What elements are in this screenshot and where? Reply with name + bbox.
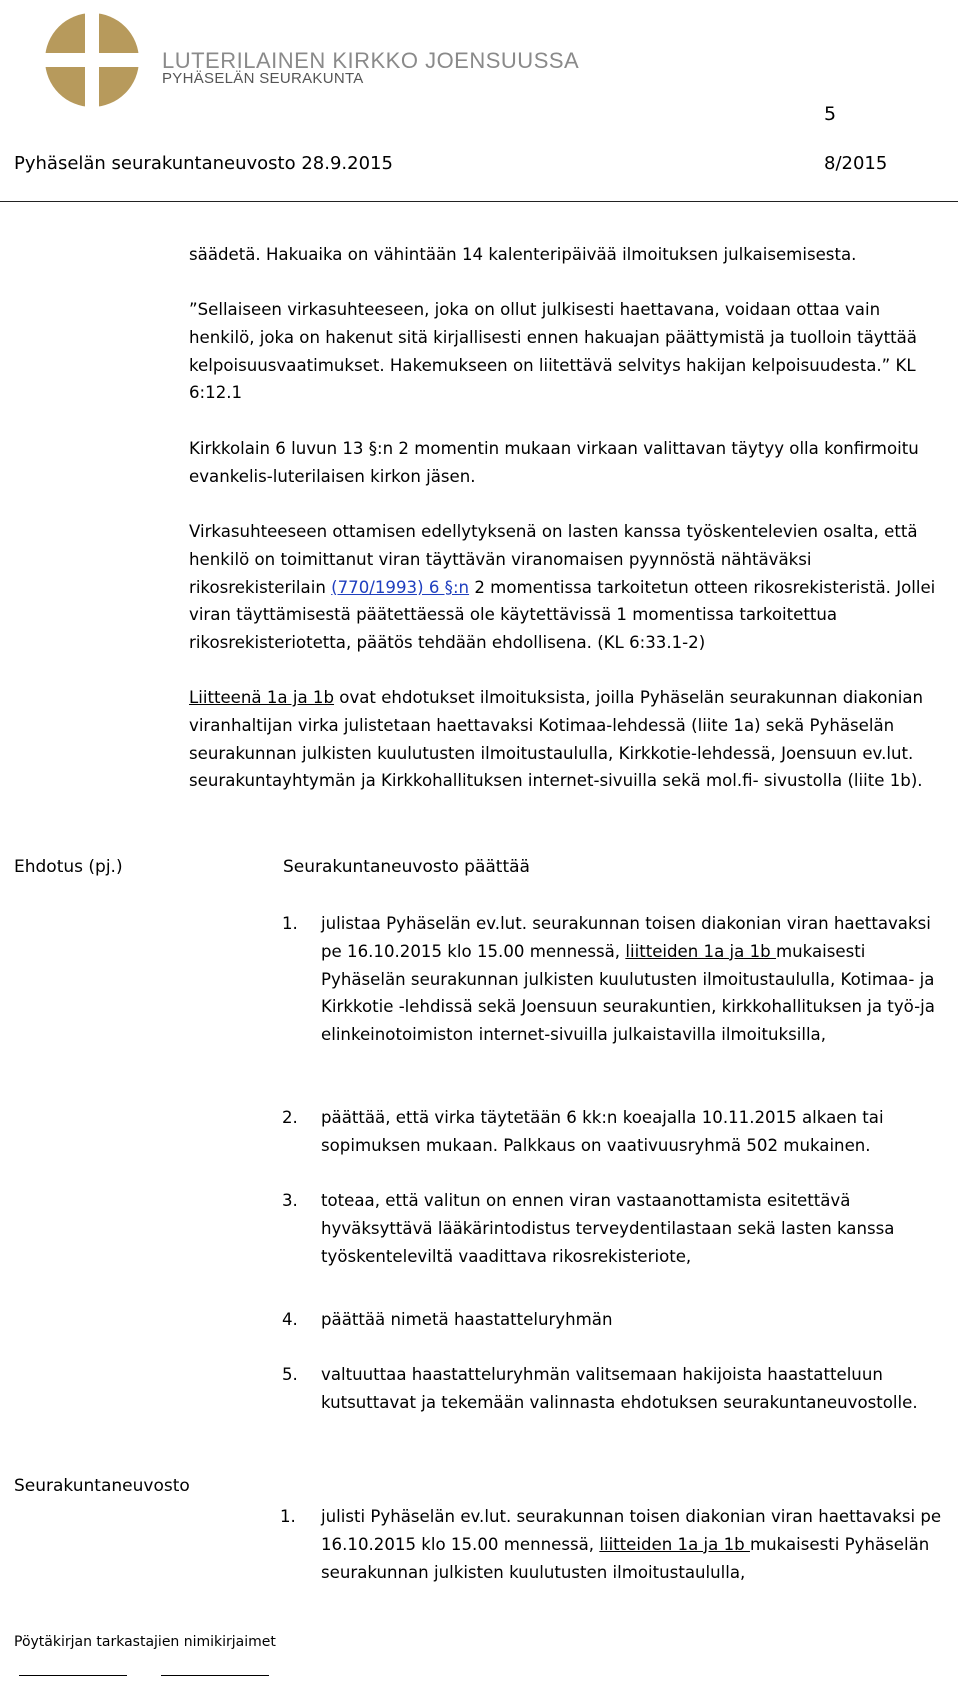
paragraph-1-text: säädetä. Hakuaika on vähintään 14 kalenteripäivää ilmoituksen julkaisemisesta. <box>189 245 857 264</box>
org-name: LUTERILAINEN KIRKKO JOENSUUSSA <box>162 48 580 73</box>
page-number: 5 <box>824 103 837 125</box>
paragraph-3-text: Kirkkolain 6 luvun 13 §:n 2 momentin mukaan virkaan valittavan täytyy olla konfirmoitu evankelis-luterilaisen kirkon jäsen. <box>189 439 919 486</box>
meeting-title: Pyhäselän seurakuntaneuvosto 28.9.2015 <box>14 153 393 174</box>
paragraph-4-text-b: 2 momentissa tarkoitetun otteen rikosrekisteristä. Jollei viran täyttämisestä päätettäessä ole käytettävissä 1 momentissa tarkoitettua rikosrekisteriotetta, päätös tehdään ehdollisena. (KL 6:33.1-2) <box>189 577 936 653</box>
signature-line-2 <box>161 1675 269 1676</box>
paragraph-5-text: ovat ehdotukset ilmoituksista, joilla Pyhäselän seurakunnan diakonian viranhaltijan virka julistetaan haettavaksi Kotimaa-lehdessä (liite 1a) sekä Pyhäselän seurakunnan julkisten kuulutusten ilmoitustaululla, Kirkkotie-lehdessä, Joensuun ev.lut. seurakuntayhtymän ja Kirkkohallituksen internet-sivuilla sekä mol.fi- sivustolla (liite 1b). <box>189 688 924 791</box>
paragraph-1 <box>189 241 949 269</box>
paragraph-5 <box>189 684 949 795</box>
church-logo-icon <box>42 12 142 108</box>
signature-label: Pöytäkirjan tarkastajien nimikirjaimet <box>14 1634 276 1650</box>
item-number: 2. <box>282 1108 298 1127</box>
item-text: päättää, että virka täytetään 6 kk:n koeajalla 10.11.2015 alkaen tai sopimuksen mukaan. Palkkaus on vaativuusryhmä 502 mukainen. <box>321 1108 884 1155</box>
item-text: julisti Pyhäselän ev.lut. seurakunnan toisen diakonian viran haettavaksi pe 16.10.2015 klo 15.00 mennessä, <box>321 1507 942 1554</box>
paragraph-4-text-a: Virkasuhteeseen ottamisen edellytyksenä on lasten kanssa työskentelevien osalta, että henkilö on toimittanut viran täyttävän viranomaisen pyynnöstä nähtäväksi rikosrekisterilain <box>189 522 918 597</box>
decision-label: Seurakuntaneuvosto <box>14 1476 190 1496</box>
item-number: 1. <box>282 914 298 933</box>
law-reference-link[interactable]: (770/1993) 6 §:n <box>331 577 470 597</box>
signature-line-1 <box>19 1675 127 1676</box>
item-text: toteaa, että valitun on ennen viran vastaanottamista esitettävä hyväksyttävä lääkärintodistus terveydentilastaan sekä lasten kanssa työskenteleviltä vaadittava rikosrekisteriote, <box>321 1191 895 1266</box>
item-text: valtuuttaa haastatteluryhmän valitsemaan hakijoista haastatteluun kutsuttavat ja tekemään valinnasta ehdotuksen seurakuntaneuvostolle. <box>321 1365 918 1412</box>
item-number: 4. <box>282 1310 298 1329</box>
attachments-reference: Liitteenä 1a ja 1b <box>189 688 335 707</box>
item-number: 1. <box>280 1507 296 1526</box>
item-text-cont: mukaisesti Pyhäselän seurakunnan julkisten kuulutusten ilmoitustaululla, <box>321 1534 930 1582</box>
org-subname: PYHÄSELÄN SEURAKUNTA <box>162 70 364 87</box>
paragraph-2 <box>189 296 949 407</box>
item-text-cont: mukaisesti Pyhäselän seurakunnan julkisten kuulutusten ilmoitustaululla, Kotimaa- ja Kirkkotie -lehdissä sekä Joensuun seurakuntien, kirkkohallituksen ja työ-ja elinkeinotoimiston internet-sivuilla julkaistavilla ilmoituksilla, <box>321 941 935 1045</box>
paragraph-3 <box>189 435 949 491</box>
proposal-heading: Seurakuntaneuvosto päättää <box>283 857 530 877</box>
item-number: 3. <box>282 1191 298 1210</box>
attachments-reference: liitteiden 1a ja 1b <box>599 1534 750 1554</box>
record-number: 8/2015 <box>824 153 888 174</box>
paragraph-2-text: ”Sellaiseen virkasuhteeseen, joka on ollut julkisesti haettavana, voidaan ottaa vain henkilö, joka on hakenut sitä kirjallisesti ennen hakuajan päättymistä ja tuolloin täyttää kelpoisuusvaatimukset. Hakemukseen on liitettävä selvitys hakijan kelpoisuudesta.” KL 6:12.1 <box>189 300 917 403</box>
paragraph-4 <box>189 518 949 657</box>
item-number: 5. <box>282 1365 298 1384</box>
proposal-label: Ehdotus (pj.) <box>14 857 123 877</box>
header-divider <box>0 201 958 202</box>
item-text: julistaa Pyhäselän ev.lut. seurakunnan toisen diakonian viran haettavaksi pe 16.10.2015 klo 15.00 mennessä, <box>321 914 931 961</box>
attachments-reference: liitteiden 1a ja 1b <box>625 941 776 961</box>
item-text: päättää nimetä haastatteluryhmän <box>321 1310 613 1329</box>
